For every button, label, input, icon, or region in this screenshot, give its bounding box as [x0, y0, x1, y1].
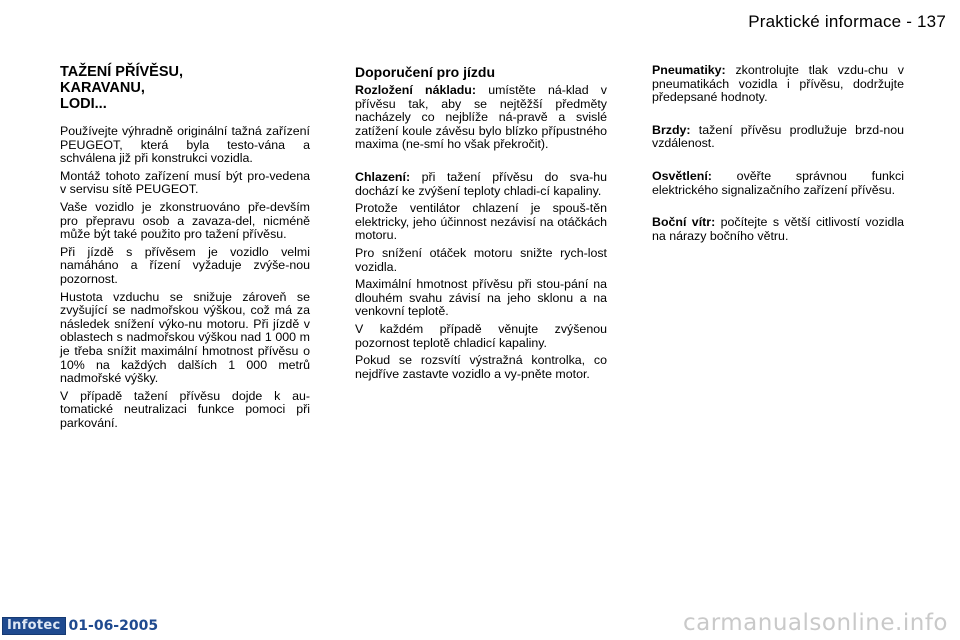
label-brakes: Brzdy: — [652, 122, 691, 137]
column-towing — [60, 64, 310, 434]
label-cooling: Chlazení: — [355, 169, 411, 184]
label-crosswind: Boční vítr: — [652, 215, 716, 230]
paragraph-tyres — [652, 64, 904, 105]
paragraph: Používejte výhradně originální tažná zařízení PEUGEOT, která byla testo-vána a schválena již při konstrukci vozidla. — [60, 124, 310, 166]
column-checks — [652, 64, 904, 247]
paragraph: Pokud se rozsvítí výstražná kontrolka, co nejdříve zastavte vozidlo a vy-pněte motor. — [355, 353, 607, 381]
label-lights: Osvětlení: — [652, 168, 712, 183]
paragraph: Pro snížení otáček motoru snižte rych-lost vozidla. — [355, 245, 607, 274]
text-tyres: zkontrolujte tlak vzdu-chu v pneumatikách vozidla i přívěsu, dodržujte předepsané hodnoty. — [652, 63, 904, 105]
paragraph: Hustota vzduchu se snižuje zároveň se zvyšující se nadmořskou výškou, což má za následek snížení výko-nu motoru. Při jízdě v oblastech s nadmořskou výškou nad 1 000 m je třeba snížit maximální hmotnost přívěsu o 10% na každých dalších 1 000 metrů nadmořské výšky. — [60, 289, 310, 386]
paragraph-lights — [652, 170, 904, 197]
section-title-towing: TAŽENÍ PŘÍVĚSU, KARAVANU, LODI... — [60, 64, 183, 112]
text-brakes: tažení přívěsu prodlužuje brzd-nou vzdálenost. — [652, 122, 904, 151]
text-cooling: při tažení přívěsu do sva-hu dochází ke zvýšení teploty chladi-cí kapaliny. — [355, 169, 607, 198]
text-crosswind: počítejte s větší citlivostí vozidla na nárazy bočního větru. — [652, 215, 904, 243]
infotec-logo: Infotec — [2, 617, 66, 635]
paragraph: Montáž tohoto zařízení musí být pro-vedena v servisu sítě PEUGEOT. — [60, 168, 310, 197]
label-tyres: Pneumatiky: — [652, 63, 726, 77]
text-lights: ověřte správnou funkci elektrického signalizačního zařízení přívěsu. — [652, 168, 904, 197]
paragraph: Vaše vozidlo je zkonstruováno pře-devším pro přepravu osob a zavaza-del, nicméně může být také použito pro tažení přívěsu. — [60, 199, 310, 242]
paragraph: Maximální hmotnost přívěsu při stou-pání na dlouhém svahu závisí na jeho sklonu a na venkovní teplotě. — [355, 277, 607, 319]
paragraph-load — [355, 84, 607, 152]
page-header: Praktické informace - 137 — [748, 12, 946, 31]
paragraph: Při jízdě s přívěsem je vozidlo velmi namáháno a řízení vyžaduje zvýše-nou pozornost. — [60, 244, 310, 286]
paragraph-cooling — [355, 171, 607, 198]
column-driving-advice — [355, 64, 607, 385]
paragraph: V případě tažení přívěsu dojde k au-tomatické neutralizaci funkce pomoci při parkování. — [60, 388, 310, 430]
paragraph-brakes — [652, 124, 904, 151]
paragraph: Protože ventilátor chlazení je spouš-těn elektricky, jeho účinnost nezávisí na otáčkách motoru. — [355, 201, 607, 243]
text-load: umístěte ná-klad v přívěsu tak, aby se nejtěžší předměty nacházely co nejblíže ná-pravě a svislé zatížení koule závěsu bylo blízko přípustného maxima (ne-smí ho však překročit). — [355, 83, 607, 152]
footer-stamp — [2, 618, 158, 634]
label-load: Rozložení nákladu: — [355, 83, 476, 97]
section-title-driving: Doporučení pro jízdu — [355, 64, 495, 80]
footer-date: 01-06-2005 — [68, 618, 159, 634]
watermark: carmanualsonline.info — [682, 610, 948, 636]
paragraph: V každém případě věnujte zvýšenou pozornost teplotě chladicí kapaliny. — [355, 321, 607, 350]
paragraph-crosswind — [652, 216, 904, 243]
